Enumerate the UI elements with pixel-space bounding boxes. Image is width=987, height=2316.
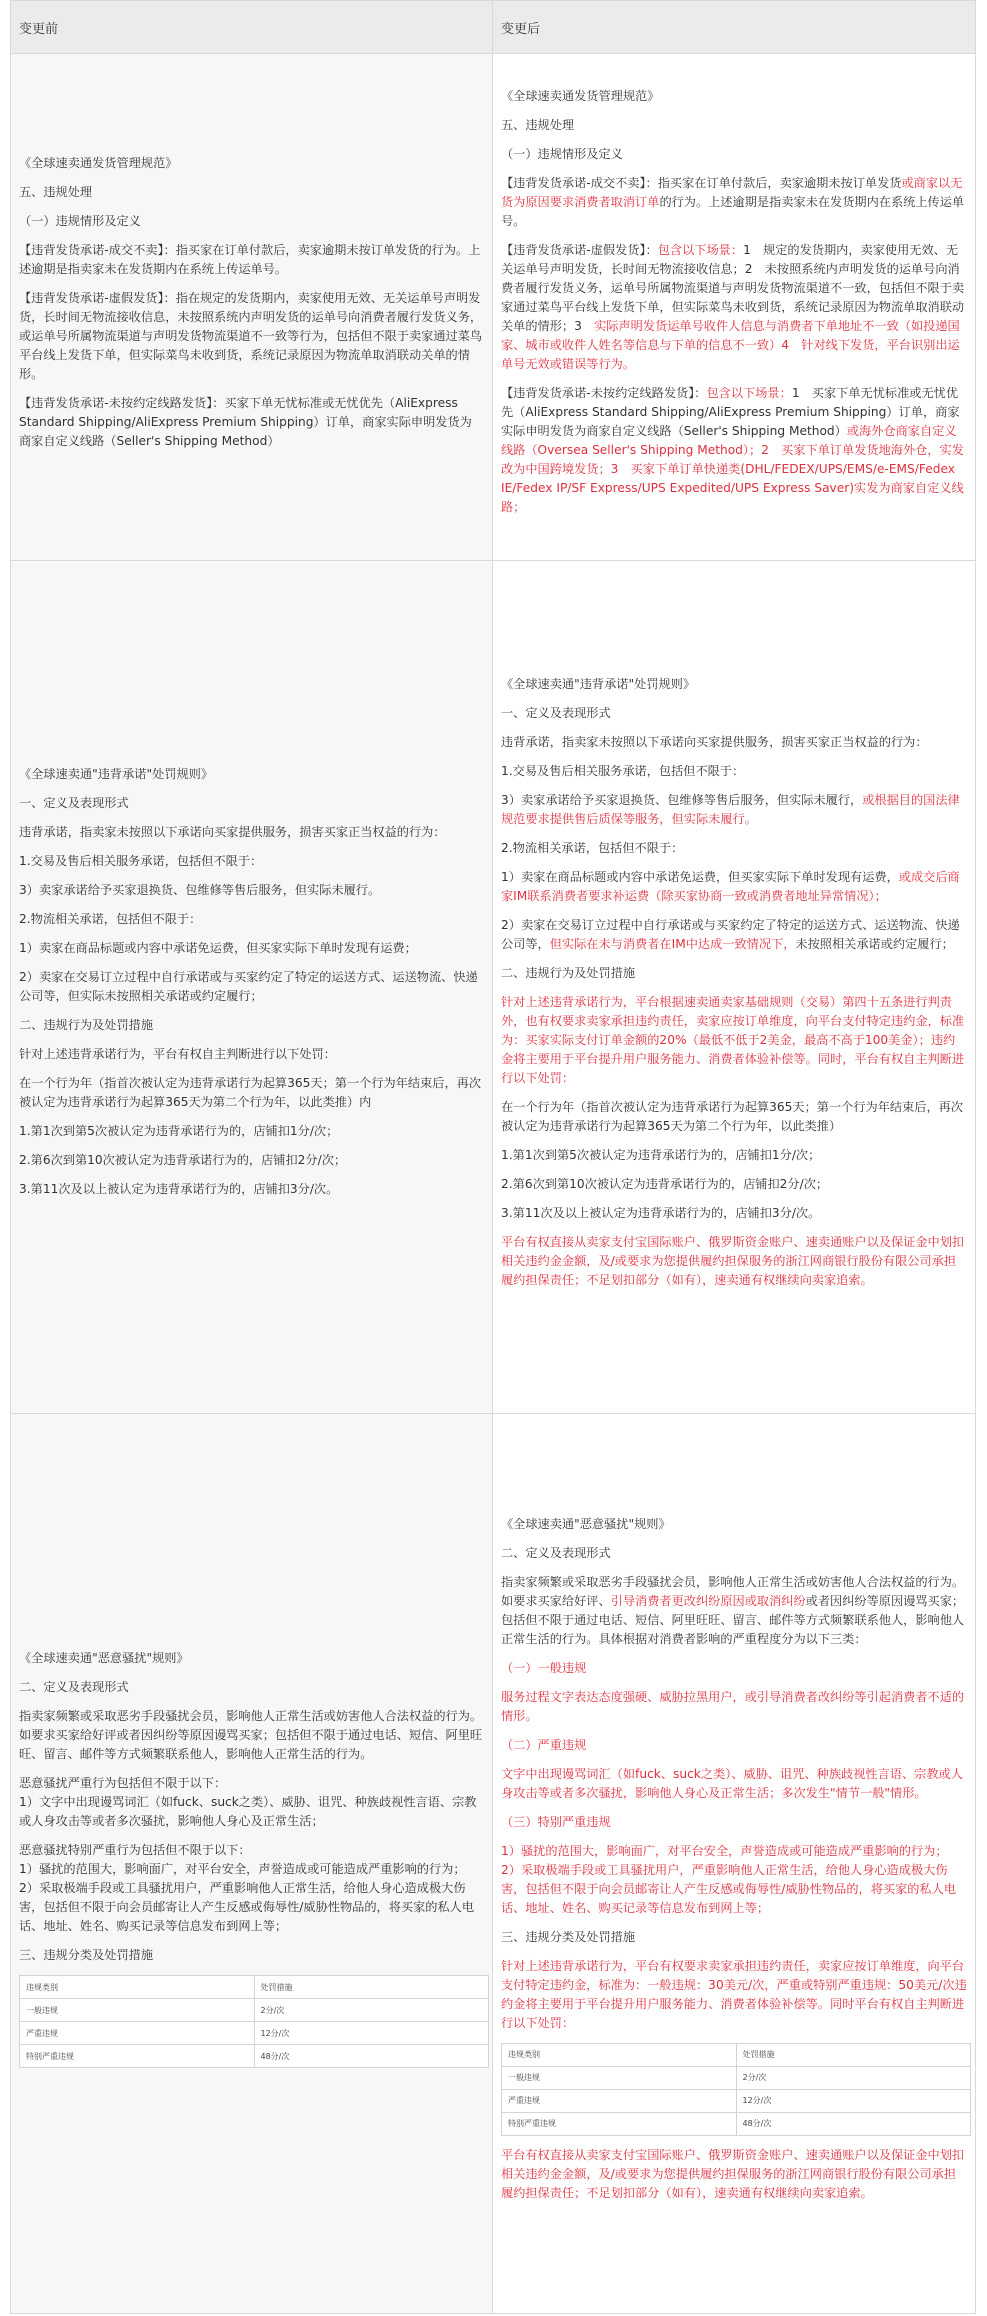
text-run: 1.交易及售后相关服务承诺，包括但不限于： bbox=[19, 854, 263, 868]
paragraph bbox=[19, 1045, 484, 1064]
changed-text: 2）采取极端手段或工具骚扰用户，严重影响他人正常生活，给他人身心造成极大伤害，包括但不限于向会员邮寄让人产生反感或侮辱性/威胁性物品的，将买家的私人电话、地址、姓名、购买记录等信息发布到网上等； bbox=[501, 1862, 957, 1915]
changed-text: 包含以下场景： bbox=[706, 386, 792, 400]
changed-text: 针对上述违背承诺行为，平台有权要求卖家承担违约责任，卖家应按订单维度，向平台支付特定违约金，标准为：一般违规：30美元/次，严重或特别严重违规：50美元/次违约金将主要用于平台提升用户服务能力、消费者体验补偿等。同时平台有权自主判断进行以下处罚： bbox=[501, 1958, 967, 2030]
paragraph bbox=[501, 174, 967, 231]
text-run: 2）采取极端手段或工具骚扰用户，严重影响他人正常生活，给他人身心造成极大伤害，包括但不限于向会员邮寄让人产生反感或侮辱性/威胁性物品的，将买家的私人电话、地址、姓名、购买记录等信息发布到网上等； bbox=[19, 1881, 475, 1933]
text-run: 2）卖家在交易订立过程中自行承诺或与买家约定了特定的运送方式、运送物流、快递公司等， bbox=[501, 917, 960, 951]
changed-text: 包含以下场景： bbox=[657, 243, 744, 257]
header-after: 变更后 bbox=[493, 1, 976, 54]
paragraph bbox=[501, 1573, 967, 1649]
text-run: 二、定义及表现形式 bbox=[501, 1545, 611, 1560]
text-run: 针对上述违背承诺行为，平台有权自主判断进行以下处罚： bbox=[19, 1047, 336, 1061]
penalty-header-row bbox=[20, 1976, 489, 1999]
changed-text: 或根据目的国法律规范要求提供售后质保等服务，但实际未履行。 bbox=[501, 792, 960, 826]
changed-text: 或成交后商家IM联系消费者要求补运费（除买家协商一致或消费者地址异常情况）； bbox=[501, 869, 960, 903]
header-before: 变更前 bbox=[11, 1, 493, 54]
row-harassment-after bbox=[493, 1414, 976, 2314]
changed-text: 实际声明发货运单号收件人信息与消费者下单地址不一致（如投递国家、城市或收件人姓名等信息与下单的信息不一致）4 针对线下发货，平台识别出运单号无效或错误等行为。 bbox=[501, 319, 960, 371]
text-run: 2.物流相关承诺，包括但不限于： bbox=[19, 912, 202, 926]
paragraph bbox=[19, 241, 484, 279]
text-run: 1）骚扰的范围大，影响面广，对平台安全，声誉造成或可能造成严重影响的行为； bbox=[19, 1862, 466, 1876]
text-run: 1.第1次到第5次被认定为违背承诺行为的，店铺扣1分/次； bbox=[19, 1124, 339, 1138]
changed-text: 服务过程文字表达态度强硬、威胁拉黑用户，或引导消费者改纠纷等引起消费者不适的情形。 bbox=[501, 1689, 965, 1723]
text-run: 指卖家频繁或采取恶劣手段骚扰会员，影响他人正常生活或妨害他人合法权益的行为。如要求买家给好评或者因纠纷等原因谩骂买家；包括但不限于通过电话、短信、阿里旺旺、留言、邮件等方式频繁联系他人，影响他人正常生活的行为。 bbox=[19, 1709, 483, 1761]
paragraph bbox=[19, 1074, 484, 1112]
text-run: 的行为。上述逾期是指卖家未在发货期内在系统上传运单号。 bbox=[501, 195, 965, 228]
penalty-cell: 2分/次 bbox=[736, 2066, 971, 2089]
paragraph bbox=[19, 1016, 484, 1035]
text-run: 【违背发货承诺-虚假发货】： bbox=[501, 243, 658, 257]
paragraph bbox=[501, 993, 967, 1088]
paragraph bbox=[501, 2146, 967, 2203]
paragraph bbox=[19, 1946, 484, 1965]
text-run: 未按照相关承诺或约定履行； bbox=[795, 936, 954, 951]
text-run: 1）文字中出现谩骂词汇（如fuck、suck之类）、威胁、诅咒、种族歧视性言语、宗教或人身攻击等或者多次骚扰，影响他人身心及正常生活； bbox=[19, 1795, 477, 1828]
changed-text: 平台有权直接从卖家支付宝国际账户、俄罗斯资金账户、速卖通账户以及保证金中划扣相关违约金金额，及/或要求为您提供履约担保服务的浙江网商银行股份有限公司承担履约担保责任；不足划扣部分（如有），速卖通有权继续向卖家追索。 bbox=[501, 1234, 965, 1287]
text-run: 指卖家频繁或采取恶劣手段骚扰会员，影响他人正常生活或妨害他人合法权益的行为。如要求买家给好评、 bbox=[501, 1574, 965, 1608]
paragraph bbox=[501, 87, 967, 106]
row-shipping bbox=[11, 54, 976, 561]
penalty-header-cell: 处罚措施 bbox=[736, 2043, 971, 2066]
paragraph bbox=[19, 1180, 484, 1199]
text-run: 《全球速卖通发货管理规范》 bbox=[501, 89, 660, 103]
text-run: 一、定义及表现形式 bbox=[19, 796, 129, 810]
changed-text: 但实际在未与消费者在IM中达成一致情况下， bbox=[549, 936, 796, 951]
changed-text: 针对上述违背承诺行为，平台根据速卖通卖家基础规则（交易）第四十五条进行判责外，也有权要求卖家承担违约责任，卖家应按订单维度，向平台支付特定违约金，标准为：买家实际支付订单金额的20%（最低不低于2美金，最高不高于100美金）；违约金将主要用于平台提升用户服务能力、消费者体验补偿等。同时，平台有权自主判断进行以下处罚： bbox=[501, 994, 965, 1085]
text-run: 【违背发货承诺-未按约定线路发货】：买家下单无忧标准或无忧优先（AliExpress Standard Shipping/AliExpress Premium Shipping）订单，商家实际申明发货为商家自定义线路（Seller's Shipping Method） bbox=[19, 395, 472, 448]
paragraph bbox=[19, 794, 484, 813]
paragraph bbox=[19, 154, 484, 173]
text-run: 在一个行为年（指首次被认定为违背承诺行为起算365天；第一个行为年结束后，再次被认定为违背承诺行为起算365天为第二个行为年，以此类推）内 bbox=[19, 1076, 482, 1109]
paragraph bbox=[19, 823, 484, 842]
paragraph bbox=[501, 241, 967, 374]
paragraph bbox=[501, 1813, 967, 1832]
text-run: 2.第6次到第10次被认定为违背承诺行为的，店铺扣2分/次； bbox=[19, 1153, 347, 1167]
penalty-cell: 特别严重违规 bbox=[502, 2112, 737, 2135]
comparison-container bbox=[10, 0, 975, 2314]
comparison-table bbox=[10, 0, 976, 2314]
text-run: 3.第11次及以上被认定为违背承诺行为的，店铺扣3分/次。 bbox=[19, 1182, 339, 1196]
changed-text: 平台有权直接从卖家支付宝国际账户、俄罗斯资金账户、速卖通账户以及保证金中划扣相关违约金金额，及/或要求为您提供履约担保服务的浙江网商银行股份有限公司承担履约担保责任；不足划扣部分（如有），速卖通有权继续向卖家追索。 bbox=[501, 2147, 965, 2200]
paragraph bbox=[19, 968, 484, 1006]
text-run: 《全球速卖通"恶意骚扰"规则》 bbox=[501, 1516, 671, 1531]
changed-text: （一）一般违规 bbox=[501, 1660, 587, 1675]
paragraph bbox=[501, 1204, 967, 1223]
text-run: 2.物流相关承诺，包括但不限于： bbox=[501, 840, 684, 855]
text-run: 恶意骚扰严重行为包括但不限于以下： bbox=[19, 1776, 227, 1790]
penalty-cell: 严重违规 bbox=[20, 2022, 255, 2045]
text-run: 1）卖家在商品标题或内容中承诺免运费，但买家实际下单时发现有运费； bbox=[19, 941, 417, 955]
paragraph bbox=[501, 384, 967, 517]
penalty-header-cell: 违规类别 bbox=[20, 1976, 255, 1999]
paragraph bbox=[19, 1151, 484, 1170]
paragraph bbox=[501, 1146, 967, 1165]
penalty-cell: 48分/次 bbox=[736, 2112, 971, 2135]
text-run: 3）卖家承诺给予买家退换货、包维修等售后服务，但实际未履行。 bbox=[19, 883, 381, 897]
penalty-cell: 严重违规 bbox=[502, 2089, 737, 2112]
penalty-table bbox=[19, 1975, 489, 2068]
text-run: 【违背发货承诺-成交不卖】：指买家在订单付款后，卖家逾期未按订单发货 bbox=[501, 176, 902, 190]
text-run: 2.第6次到第10次被认定为违背承诺行为的，店铺扣2分/次； bbox=[501, 1176, 829, 1191]
text-run: 1.第1次到第5次被认定为违背承诺行为的，店铺扣1分/次； bbox=[501, 1147, 821, 1162]
paragraph bbox=[501, 1765, 967, 1803]
penalty-cell: 一般违规 bbox=[20, 1999, 255, 2022]
paragraph bbox=[501, 1544, 967, 1563]
penalty-cell: 特别严重违规 bbox=[20, 2045, 255, 2068]
text-run: 【违背发货承诺-虚假发货】：指在规定的发货期内，卖家使用无效、无关运单号声明发货，长时间无物流接收信息，未按照系统内声明发货的运单号向消费者履行发货义务，或运单号所属物流渠道与声明发货物流渠道不一致等行为，包括但不限于卖家通过菜鸟平台线上发货下单，但实际菜鸟未收到货，系统记录原因为物流单取消联动关单的情形。 bbox=[19, 290, 483, 381]
paragraph bbox=[501, 791, 967, 829]
paragraph bbox=[19, 289, 484, 384]
paragraph bbox=[501, 1957, 967, 2033]
paragraph bbox=[501, 1842, 967, 1918]
paragraph bbox=[19, 394, 484, 451]
paragraph bbox=[501, 964, 967, 983]
penalty-table bbox=[501, 2043, 971, 2136]
changed-text: 或海外仓商家自定义线路（Oversea Seller's Shipping Method）；2 买家下单订单发货地海外仓，实发改为中国跨境发货；3 买家下单订单快递类(DHL/FEDEX/UPS/EMS/e-EMS/Fedex IE/Fedex IP/SF Express/UPS Expedited/UPS Express Saver)实发为商家自定义线路； bbox=[501, 424, 964, 514]
text-run: 1.交易及售后相关服务承诺，包括但不限于： bbox=[501, 763, 745, 778]
text-run: 五、违规处理 bbox=[19, 184, 93, 199]
changed-text: （二）严重违规 bbox=[501, 1737, 587, 1752]
paragraph bbox=[19, 1774, 484, 1831]
penalty-row bbox=[502, 2066, 971, 2089]
paragraph bbox=[501, 675, 967, 694]
paragraph bbox=[501, 116, 967, 135]
text-run: 《全球速卖通"违背承诺"处罚规则》 bbox=[19, 767, 214, 781]
text-run: 三、违规分类及处罚措施 bbox=[19, 1948, 154, 1962]
text-run: 一、定义及表现形式 bbox=[501, 705, 611, 720]
penalty-header-row bbox=[502, 2043, 971, 2066]
text-run: 《全球速卖通"恶意骚扰"规则》 bbox=[19, 1651, 189, 1665]
row-harassment-before bbox=[11, 1414, 493, 2314]
text-run: 2）卖家在交易订立过程中自行承诺或与买家约定了特定的运送方式、运送物流、快递公司等，但实际未按照相关承诺或约定履行； bbox=[19, 970, 478, 1003]
paragraph bbox=[19, 1649, 484, 1668]
penalty-row bbox=[20, 2022, 489, 2045]
paragraph bbox=[501, 1098, 967, 1136]
penalty-cell: 2分/次 bbox=[254, 1999, 489, 2022]
row-harassment bbox=[11, 1414, 976, 2314]
paragraph bbox=[501, 733, 967, 752]
paragraph bbox=[501, 762, 967, 781]
changed-text: 文字中出现谩骂词汇（如fuck、suck之类）、威胁、诅咒、种族歧视性言语、宗教或人身攻击等或者多次骚扰，影响他人身心及正常生活；多次发生"情节一般"情形。 bbox=[501, 1766, 963, 1800]
text-run: 二、违规行为及处罚措施 bbox=[501, 965, 636, 980]
text-run: 二、违规行为及处罚措施 bbox=[19, 1018, 154, 1032]
penalty-row bbox=[502, 2089, 971, 2112]
text-run: 违背承诺，指卖家未按照以下承诺向买家提供服务，损害买家正当权益的行为： bbox=[19, 825, 446, 839]
penalty-header-cell: 处罚措施 bbox=[254, 1976, 489, 1999]
text-run: 1 买家下单无忧标准或无忧优先（AliExpress Standard Shipping/AliExpress Premium Shipping）订单，商家实际申明发货为商家自定义线路（Seller's Shipping Method） bbox=[501, 386, 960, 438]
paragraph bbox=[19, 765, 484, 784]
text-run: 在一个行为年（指首次被认定为违背承诺行为起算365天；第一个行为年结束后，再次被认定为违背承诺行为起算365天为第二个行为年，以此类推） bbox=[501, 1099, 964, 1133]
row-promise-after bbox=[493, 561, 976, 1414]
paragraph bbox=[501, 1515, 967, 1534]
paragraph bbox=[501, 1736, 967, 1755]
changed-text: 引导消费者更改纠纷原因或取消纠纷 bbox=[610, 1593, 806, 1608]
penalty-row bbox=[502, 2112, 971, 2135]
row-shipping-before bbox=[11, 54, 493, 561]
paragraph bbox=[19, 183, 484, 202]
penalty-row bbox=[20, 2045, 489, 2068]
paragraph bbox=[19, 1678, 484, 1697]
paragraph bbox=[501, 704, 967, 723]
text-run: 违背承诺，指卖家未按照以下承诺向买家提供服务，损害买家正当权益的行为： bbox=[501, 734, 928, 749]
changed-text: 或商家以无货为原因要求消费者取消订单 bbox=[501, 176, 963, 209]
row-promise-before bbox=[11, 561, 493, 1414]
header-row bbox=[11, 1, 976, 54]
text-run: 3）卖家承诺给予买家退换货、包维修等售后服务，但实际未履行， bbox=[501, 792, 863, 807]
text-run: 【违背发货承诺-未按约定线路发货】： bbox=[501, 386, 707, 400]
text-run: 1）卖家在商品标题或内容中承诺免运费，但买家实际下单时发现有运费， bbox=[501, 869, 899, 884]
text-run: 1 规定的发货期内，卖家使用无效、无关运单号声明发货，长时间无物流接收信息；2 未按照系统内声明发货的运单号向消费者履行发货义务，运单号所属物流渠道与声明发货物流渠道不一致，包括但不限于卖家通过菜鸟平台线上发货下单，但实际菜鸟未收到货，系统记录原因为物流单取消联动关单的情形；3 bbox=[501, 243, 965, 333]
paragraph bbox=[501, 1175, 967, 1194]
paragraph bbox=[19, 1122, 484, 1141]
paragraph bbox=[501, 1928, 967, 1947]
text-run: 3.第11次及以上被认定为违背承诺行为的，店铺扣3分/次。 bbox=[501, 1205, 821, 1220]
penalty-header-cell: 违规类别 bbox=[502, 2043, 737, 2066]
penalty-cell: 48分/次 bbox=[254, 2045, 489, 2068]
paragraph bbox=[19, 881, 484, 900]
paragraph bbox=[501, 1233, 967, 1290]
penalty-row bbox=[20, 1999, 489, 2022]
changed-text: （三）特别严重违规 bbox=[501, 1814, 611, 1829]
text-run: 《全球速卖通发货管理规范》 bbox=[19, 155, 178, 170]
paragraph bbox=[501, 868, 967, 906]
paragraph bbox=[501, 916, 967, 954]
paragraph bbox=[19, 852, 484, 871]
text-run: 三、违规分类及处罚措施 bbox=[501, 1929, 636, 1944]
paragraph bbox=[19, 212, 484, 231]
text-run: 【违背发货承诺-成交不卖】：指买家在订单付款后，卖家逾期未按订单发货的行为。上述逾期是指卖家未在发货期内在系统上传运单号。 bbox=[19, 242, 481, 276]
text-run: 恶意骚扰特别严重行为包括但不限于以下： bbox=[19, 1843, 251, 1857]
penalty-cell: 12分/次 bbox=[254, 2022, 489, 2045]
paragraph bbox=[19, 910, 484, 929]
text-run: 或者因纠纷等原因谩骂买家；包括但不限于通过电话、短信、阿里旺旺、留言、邮件等方式频繁联系他人，影响他人正常生活的行为。具体根据对消费者影响的严重程度分为以下三类： bbox=[501, 1593, 965, 1646]
paragraph bbox=[19, 939, 484, 958]
paragraph bbox=[501, 1688, 967, 1726]
row-shipping-after bbox=[493, 54, 976, 561]
penalty-cell: 12分/次 bbox=[736, 2089, 971, 2112]
paragraph bbox=[501, 1659, 967, 1678]
text-run: （一）违规情形及定义 bbox=[501, 147, 623, 161]
paragraph bbox=[19, 1707, 484, 1764]
row-promise bbox=[11, 561, 976, 1414]
text-run: （一）违规情形及定义 bbox=[19, 213, 141, 228]
paragraph bbox=[501, 839, 967, 858]
changed-text: 1）骚扰的范围大，影响面广，对平台安全，声誉造成或可能造成严重影响的行为； bbox=[501, 1843, 948, 1858]
text-run: 《全球速卖通"违背承诺"处罚规则》 bbox=[501, 676, 696, 691]
penalty-cell: 一般违规 bbox=[502, 2066, 737, 2089]
paragraph bbox=[501, 145, 967, 164]
text-run: 二、定义及表现形式 bbox=[19, 1680, 129, 1694]
text-run: 五、违规处理 bbox=[501, 118, 575, 132]
paragraph bbox=[19, 1841, 484, 1936]
